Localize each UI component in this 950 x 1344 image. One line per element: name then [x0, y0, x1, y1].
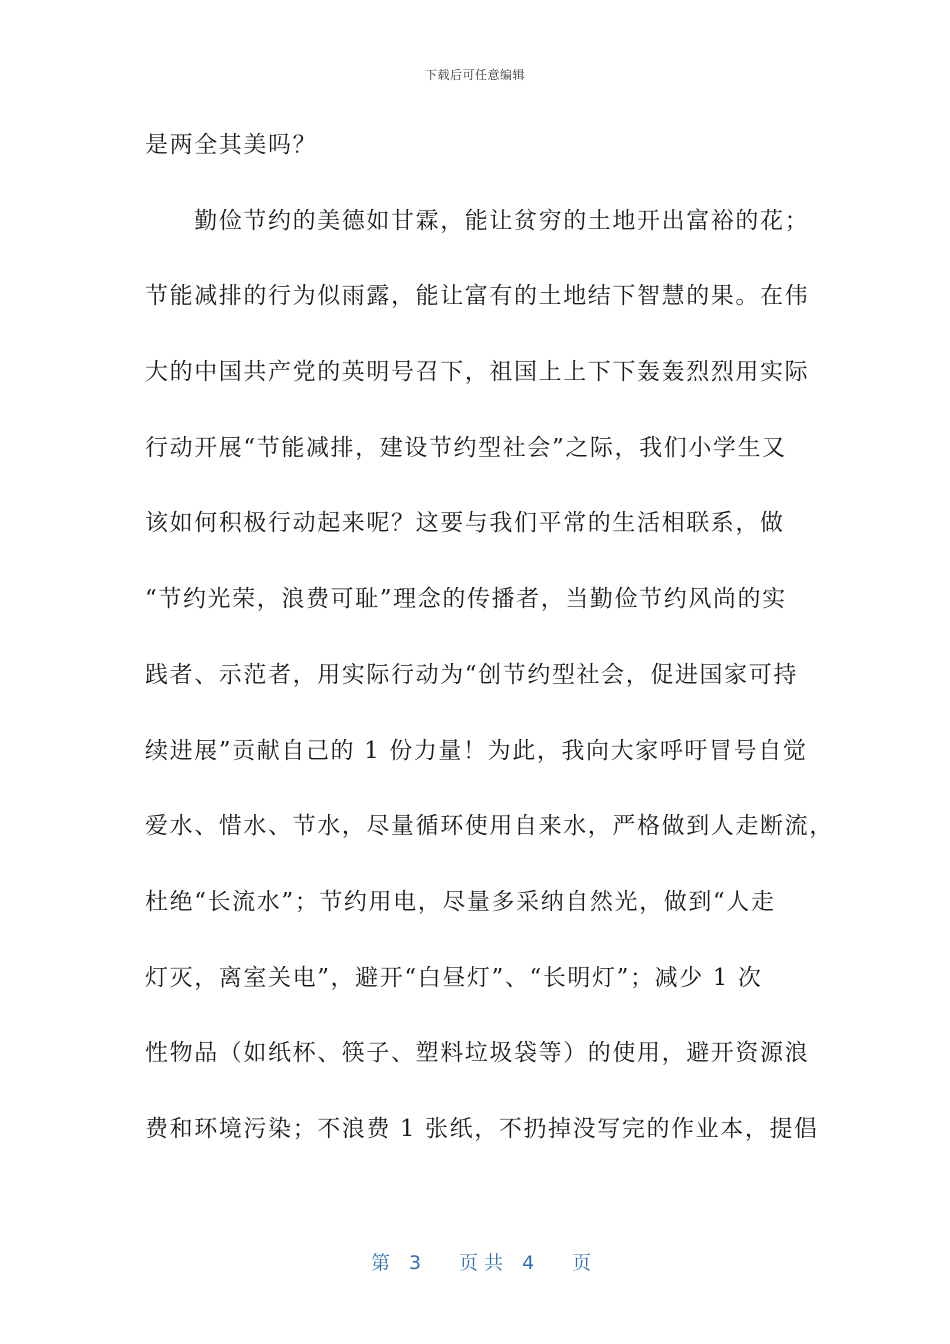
text-line: 性物品（如纸杯、筷子、塑料垃圾袋等）的使用，避开资源浪: [145, 1040, 810, 1067]
page-number-footer: [0, 1226, 950, 1275]
text-line: 行动开展“节能减排，建设节约型社会”之际，我们小学生又: [145, 434, 787, 461]
text-line: 践者、示范者，用实际行动为“创节约型社会，促进国家可持: [145, 661, 798, 688]
text-line: “节约光荣，浪费可耻”理念的传播者，当勤俭节约风尚的实: [145, 586, 787, 613]
text-line: 是两全其美吗？: [145, 132, 318, 158]
text-line: 杜绝“长流水”；节约用电，尽量多采纳自然光，做到“人走: [145, 888, 776, 915]
text-line: 勤俭节约的美德如甘霖，能让贫穷的土地开出富裕的花；: [145, 207, 810, 234]
text-line: 节能减排的行为似雨露，能让富有的土地结下智慧的果。在伟: [145, 283, 810, 310]
header-note: 下载后可任意编辑: [424, 68, 525, 82]
text-line: 该如何积极行动起来呢？这要与我们平常的生活相联系，做: [145, 510, 785, 537]
page-number-label: 第 3 页 共 4 页: [370, 1252, 592, 1274]
text-line: 费和环境污染；不浪费 1 张纸，不扔掉没写完的作业本，提倡: [145, 1115, 819, 1142]
text-line: 大的中国共产党的英明号召下，祖国上上下下轰轰烈烈用实际: [145, 359, 810, 386]
document-body: [145, 122, 834, 1182]
text-line: 爱水、惜水、节水，尽量循环使用自来水，严格做到人走断流，: [145, 813, 834, 840]
text-line: 灯灭，离室关电”，避开“白昼灯”、“长明灯”；减少 1 次: [145, 964, 763, 991]
text-line: 续进展”贡献自己的 1 份力量！为此，我向大家呼吁冒号自觉: [145, 737, 808, 764]
